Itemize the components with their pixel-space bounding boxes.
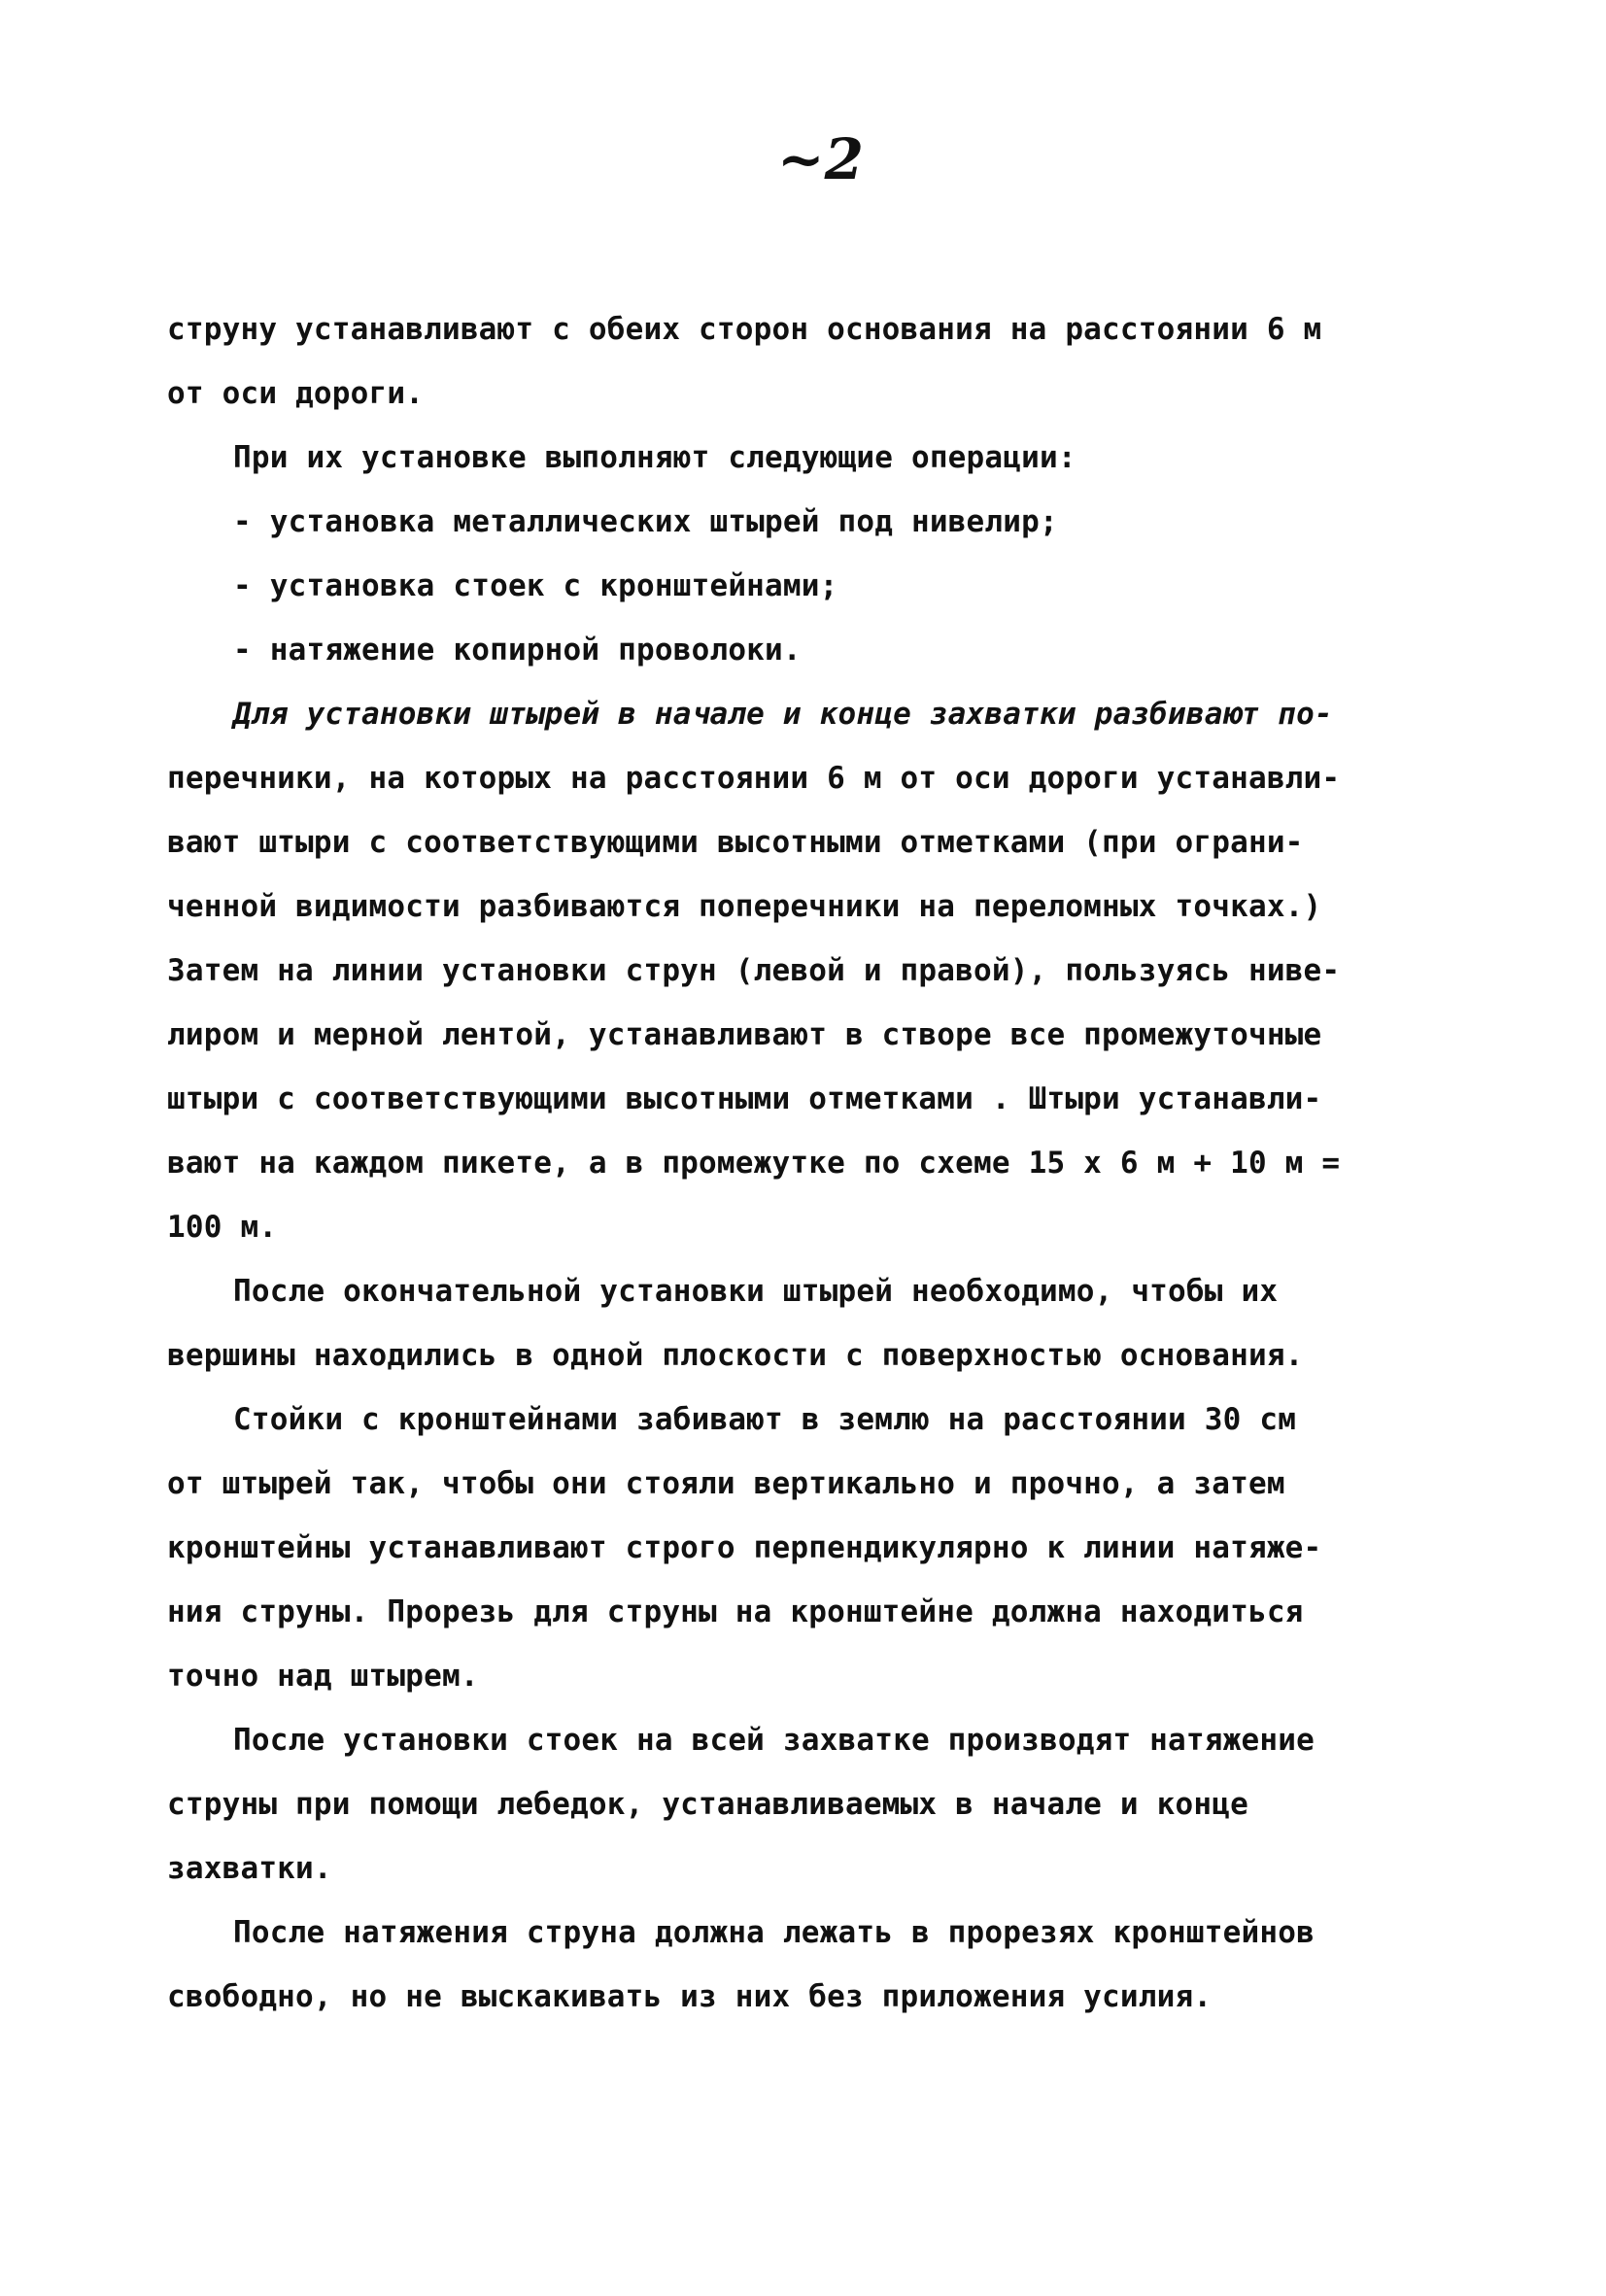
text-line: При их установке выполняют следующие операции: xyxy=(233,440,1076,475)
text-line: точно над штырем. xyxy=(167,1659,479,1694)
text-line: вают на каждом пикете, а в промежутке по схеме 15 х 6 м + 10 м = xyxy=(167,1146,1341,1181)
text-line: перечники, на которых на расстоянии 6 м от оси дороги устанавли- xyxy=(167,761,1341,796)
text-line: кронштейны устанавливают строго перпендикулярно к линии натяже- xyxy=(167,1530,1322,1565)
text-line: Стойки с кронштейнами забивают в землю на расстоянии 30 см xyxy=(233,1402,1297,1437)
text-line: струны при помощи лебедок, устанавливаемых в начале и конце xyxy=(167,1787,1248,1822)
page-number: ~2 xyxy=(777,126,864,192)
list-item: - натяжение копирной проволоки. xyxy=(233,633,802,668)
text-line: лиром и мерной лентой, устанавливают в створе все промежуточные xyxy=(167,1017,1322,1052)
text-line: После установки стоек на всей захватке производят натяжение xyxy=(233,1723,1315,1758)
text-line: от оси дороги. xyxy=(167,376,425,411)
text-line: свободно, но не выскакивать из них без приложения усилия. xyxy=(167,1979,1213,2014)
text-line: от штырей так, чтобы они стояли вертикально и прочно, а затем xyxy=(167,1466,1285,1501)
text-line: захватки. xyxy=(167,1851,332,1886)
text-line: После натяжения струна должна лежать в прорезях кронштейнов xyxy=(233,1915,1315,1950)
text-line: ния струны. Прорезь для струны на кронштейне должна находиться xyxy=(167,1594,1304,1629)
text-line: 100 м. xyxy=(167,1210,278,1245)
text-line: Для установки штырей в начале и конце захватки разбивают по- xyxy=(233,697,1333,732)
text-line: После окончательной установки штырей необходимо, чтобы их xyxy=(233,1274,1279,1309)
text-line: Затем на линии установки струн (левой и правой), пользуясь ниве- xyxy=(167,953,1341,988)
list-item: - установка металлических штырей под нивелир; xyxy=(233,504,1058,539)
text-line: струну устанавливают с обеих сторон основания на расстоянии 6 м xyxy=(167,312,1322,347)
text-line: штыри с соответствующими высотными отметками . Штыри устанавли- xyxy=(167,1081,1322,1116)
body-text xyxy=(167,297,1459,2029)
list-item: - установка стоек с кронштейнами; xyxy=(233,568,838,603)
text-line: ченной видимости разбиваются поперечники на переломных точках.) xyxy=(167,889,1322,924)
text-line: вершины находились в одной плоскости с поверхностью основания. xyxy=(167,1338,1304,1373)
text-line: вают штыри с соответствующими высотными отметками (при ограни- xyxy=(167,825,1304,860)
